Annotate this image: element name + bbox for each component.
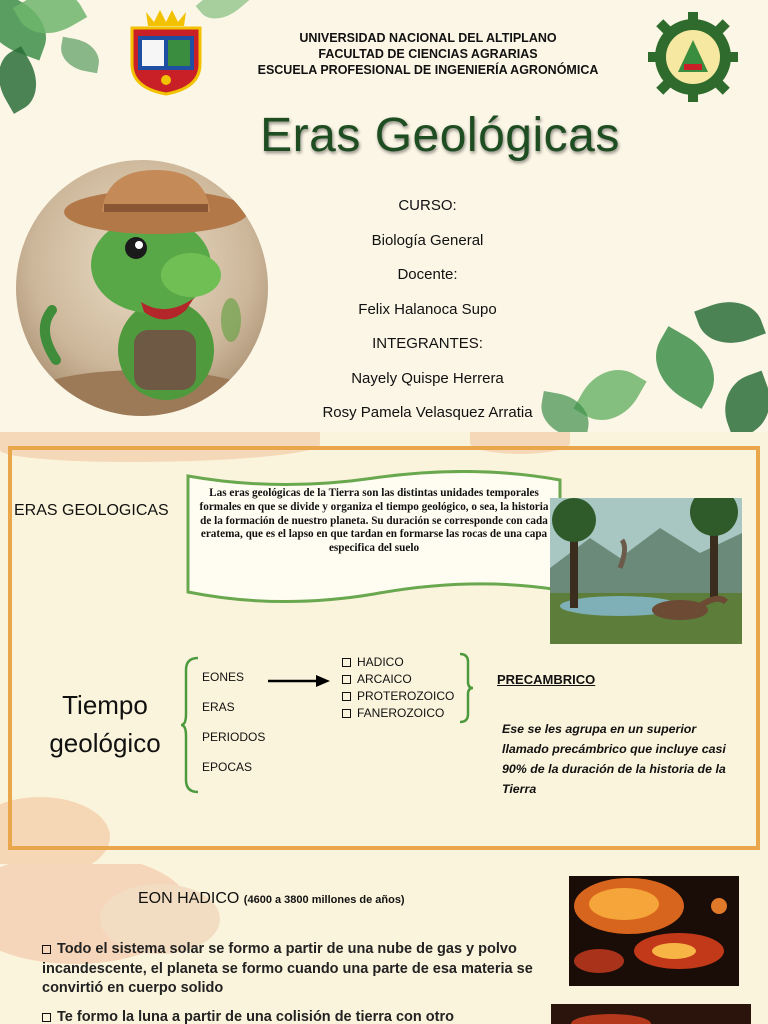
- lava-image: [551, 1004, 751, 1024]
- presentation-title: Eras Geológicas: [260, 109, 620, 162]
- leaf-decoration: [0, 46, 49, 114]
- faculty-gear-logo-icon: [648, 12, 738, 102]
- hadean-eon-slide: [0, 864, 768, 1024]
- teacher-name: Felix Halanoca Supo: [358, 300, 497, 318]
- checkbox-icon: [342, 709, 351, 718]
- teacher-label: Docente:: [397, 266, 458, 283]
- eons-list: [342, 654, 454, 722]
- member-name: Rosy Pamela Velasquez Arratia: [322, 404, 533, 421]
- faculty-name: FACULTAD DE CIENCIAS AGRARIAS: [318, 47, 538, 61]
- precambrian-label: PRECAMBRICO: [497, 672, 596, 687]
- geologic-time-label: Tiempo geológico: [49, 690, 161, 758]
- checkbox-icon: [342, 658, 351, 667]
- course-info: [290, 196, 565, 432]
- list-item: [342, 654, 454, 671]
- school-name: ESCUELA PROFESIONAL DE INGENIERÍA AGRONÓMICA: [257, 63, 599, 77]
- list-item: ERAS: [202, 700, 235, 714]
- dinosaur-icon: [16, 160, 268, 416]
- leaf-decoration: [694, 291, 766, 354]
- arrow-right-icon: [268, 675, 330, 687]
- list-item: EONES: [202, 670, 245, 684]
- eras-label: ERAS GEOLOGICAS: [14, 502, 169, 519]
- eon-label: ARCAICO: [357, 672, 412, 686]
- member-name: Nayely Quispe Herrera: [351, 369, 504, 387]
- leaf-decoration: [715, 371, 768, 432]
- eon-name: EON HADICO: [138, 890, 240, 907]
- list-item: [342, 705, 454, 722]
- course-label: CURSO:: [398, 197, 457, 214]
- list-item: [342, 671, 454, 688]
- time-units-list: [202, 670, 265, 790]
- cover-slide: [0, 0, 768, 432]
- checkbox-icon: [42, 945, 51, 954]
- eras-overview-slide: [0, 432, 768, 864]
- list-item: [42, 940, 542, 999]
- brace-open-icon: [180, 656, 200, 794]
- university-name: UNIVERSIDAD NACIONAL DEL ALTIPLANO: [299, 31, 557, 45]
- bullet-text: Todo el sistema solar se formo a partir de una nube de gas y polvo incandescente, el planeta se formo cuando una parte de esa materia se convirtió en cuerpo solido: [42, 941, 533, 996]
- course-name: Biología General: [371, 231, 484, 249]
- list-item: [42, 1008, 542, 1024]
- precambrian-note: Ese se les agrupa en un superior llamado precámbrico que incluye casi 90% de la duración de la historia de la Tierra: [502, 722, 726, 796]
- prehistoric-landscape-image: [550, 498, 742, 644]
- university-crest-icon: [126, 6, 206, 96]
- checkbox-icon: [342, 675, 351, 684]
- brace-close-icon: [458, 652, 474, 724]
- leaf-decoration: [58, 37, 103, 73]
- list-item: [342, 688, 454, 705]
- dinosaur-illustration: [16, 160, 268, 416]
- eon-label: PROTEROZOICO: [357, 689, 455, 703]
- eon-title: [138, 890, 405, 908]
- eras-description: Las eras geológicas de la Tierra son las distintas unidades temporales formales en que se divide y organiza el tiempo geológico, o sea, la historia de la formación de nuestro planeta. Su duración se corresponde con cada eratema, que es el lapso en que tardan en formarse las rocas de una capa especifica del suelo: [199, 487, 549, 555]
- eon-label: HADICO: [357, 655, 404, 669]
- bullet-text: Te formo la luna a partir de una colisión de tierra con otro: [57, 1009, 454, 1024]
- checkbox-icon: [42, 1013, 51, 1022]
- checkbox-icon: [342, 692, 351, 701]
- institution-header: [215, 30, 641, 78]
- eon-dates: (4600 a 3800 millones de años): [243, 894, 405, 906]
- list-item: PERIODOS: [202, 730, 266, 744]
- lava-image: [569, 876, 739, 986]
- eon-label: FANEROZOICO: [357, 706, 445, 720]
- list-item: EPOCAS: [202, 760, 253, 774]
- members-label: INTEGRANTES:: [372, 335, 483, 352]
